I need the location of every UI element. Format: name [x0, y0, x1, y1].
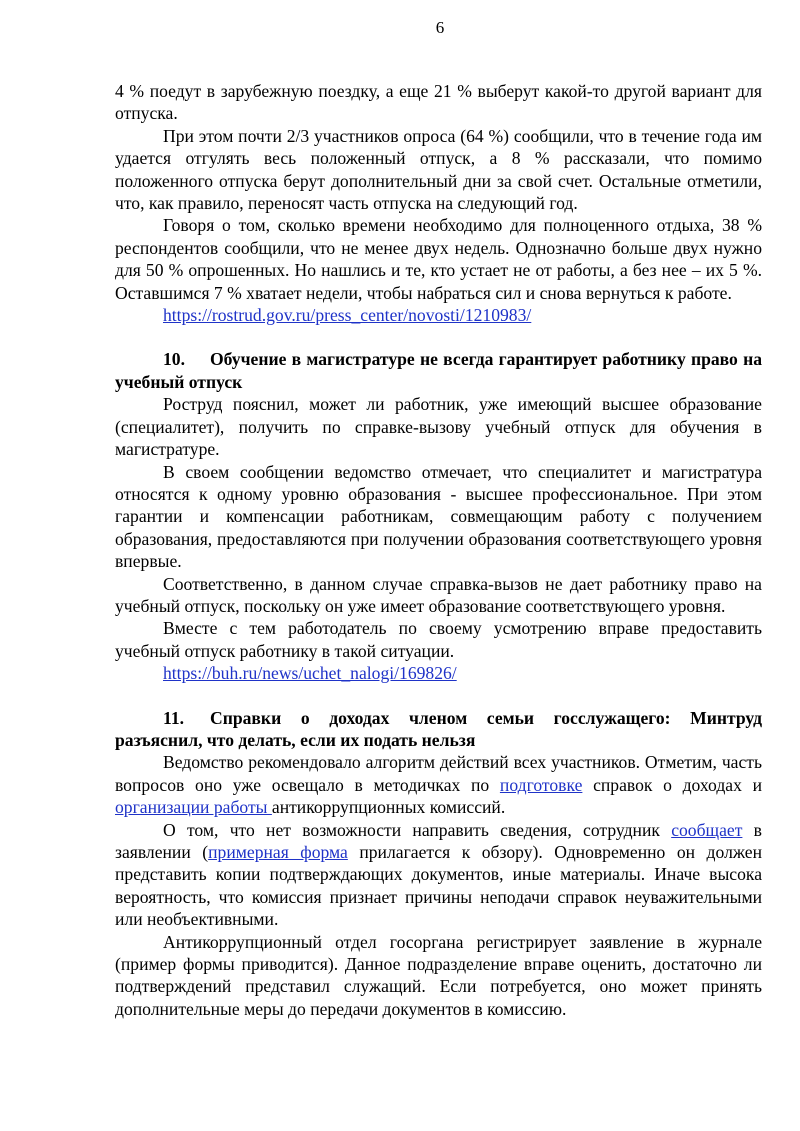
- section-11-number: 11.: [163, 707, 185, 728]
- source-link-line: [115, 662, 762, 684]
- text-fragment: антикоррупционных комиссий.: [271, 797, 506, 818]
- link-preparation[interactable]: подготовке: [499, 774, 583, 795]
- section-10-title: Обучение в магистратуре не всегда гарантирует работнику право на учебный отпуск: [115, 349, 762, 392]
- link-reports[interactable]: сообщает: [671, 819, 743, 840]
- section-10-number: 10.: [163, 349, 185, 370]
- text-fragment: прилагается к обзору). Одновременно он должен представить копии подтверждающих документов, иные материалы. Иначе высока вероятность, что комиссия признает причины неподачи справок неуважительными или необъективными.: [115, 842, 762, 930]
- paragraph: Роструд пояснил, может ли работник, уже имеющий высшее образование (специалитет), получить по справке-вызову учебный отпуск для обучения в магистратуре.: [115, 394, 762, 460]
- text-fragment: Ведомство рекомендовало алгоритм действий всех участников. Отметим, часть вопросов оно уже освещало в методичках по: [115, 752, 762, 795]
- source-link-line: [115, 304, 762, 326]
- page-number: 6: [435, 18, 445, 37]
- text-fragment: О том, что нет возможности направить сведения, сотрудник: [163, 819, 672, 840]
- page-content: [115, 80, 762, 1020]
- paragraph: 4 % поедут в зарубежную поездку, а еще 21 % выберут какой-то другой вариант для отпуска.: [115, 81, 762, 124]
- spacer: [115, 685, 762, 707]
- section-11-title: Справки о доходах членом семьи госслужащего: Минтруд разъяснил, что делать, если их подать нельзя: [115, 707, 762, 750]
- paragraph: При этом почти 2/3 участников опроса (64 %) сообщили, что в течение года им удается отгулять весь положенный отпуск, а 8 % рассказали, что помимо положенного отпуска берут дополнительный дни за свой счет. Остальные отметили, что, как правило, переносят часть отпуска на следующий год.: [115, 125, 762, 214]
- paragraph: [115, 819, 762, 931]
- paragraph: Антикоррупционный отдел госоргана регистрирует заявление в журнале (пример формы приводится). Данное подразделение вправе оценить, достаточно ли подтверждений представил служащий. Если потребуется, оно может принять дополнительные меры до передачи документов в комиссию.: [115, 931, 762, 1019]
- text-fragment: справок о доходах и: [582, 774, 762, 795]
- paragraph: [115, 751, 762, 818]
- spacer: [115, 326, 762, 348]
- paragraph: В своем сообщении ведомство отмечает, что специалитет и магистратура относятся к одному уровню образования - высшее профессиональное. При этом гарантии и компенсации работникам, совмещающим работу с получением образования, предоставляются при получении образования соответствующего уровня впервые.: [115, 461, 762, 572]
- link-sample-form[interactable]: примерная форма: [208, 842, 348, 862]
- paragraph: Вместе с тем работодатель по своему усмотрению вправе предоставить учебный отпуск работнику в такой ситуации.: [115, 618, 762, 661]
- link-work-organization[interactable]: организации работы: [115, 797, 272, 818]
- section-11-heading: [115, 707, 762, 752]
- paragraph: Соответственно, в данном случае справка-вызов не дает работнику право на учебный отпуск, поскольку он уже имеет образование соответствующего уровня.: [115, 573, 762, 616]
- source-link-rostrud[interactable]: https://rostrud.gov.ru/press_center/novosti/1210983/: [163, 305, 532, 326]
- text-fragment: в заявлении (: [115, 819, 762, 862]
- paragraph: Говоря о том, сколько времени необходимо для полноценного отдыха, 38 % респондентов сообщили, что не менее двух недель. Однозначно больше двух нужно для 50 % опрошенных. Но нашлись и те, кто устает не от работы, а без нее – их 5 %. Оставшимся 7 % хватает недели, чтобы набраться сил и снова вернуться к работе.: [115, 215, 762, 303]
- source-link-buh[interactable]: https://buh.ru/news/uchet_nalogi/169826/: [163, 663, 457, 684]
- section-10-heading: [115, 348, 762, 393]
